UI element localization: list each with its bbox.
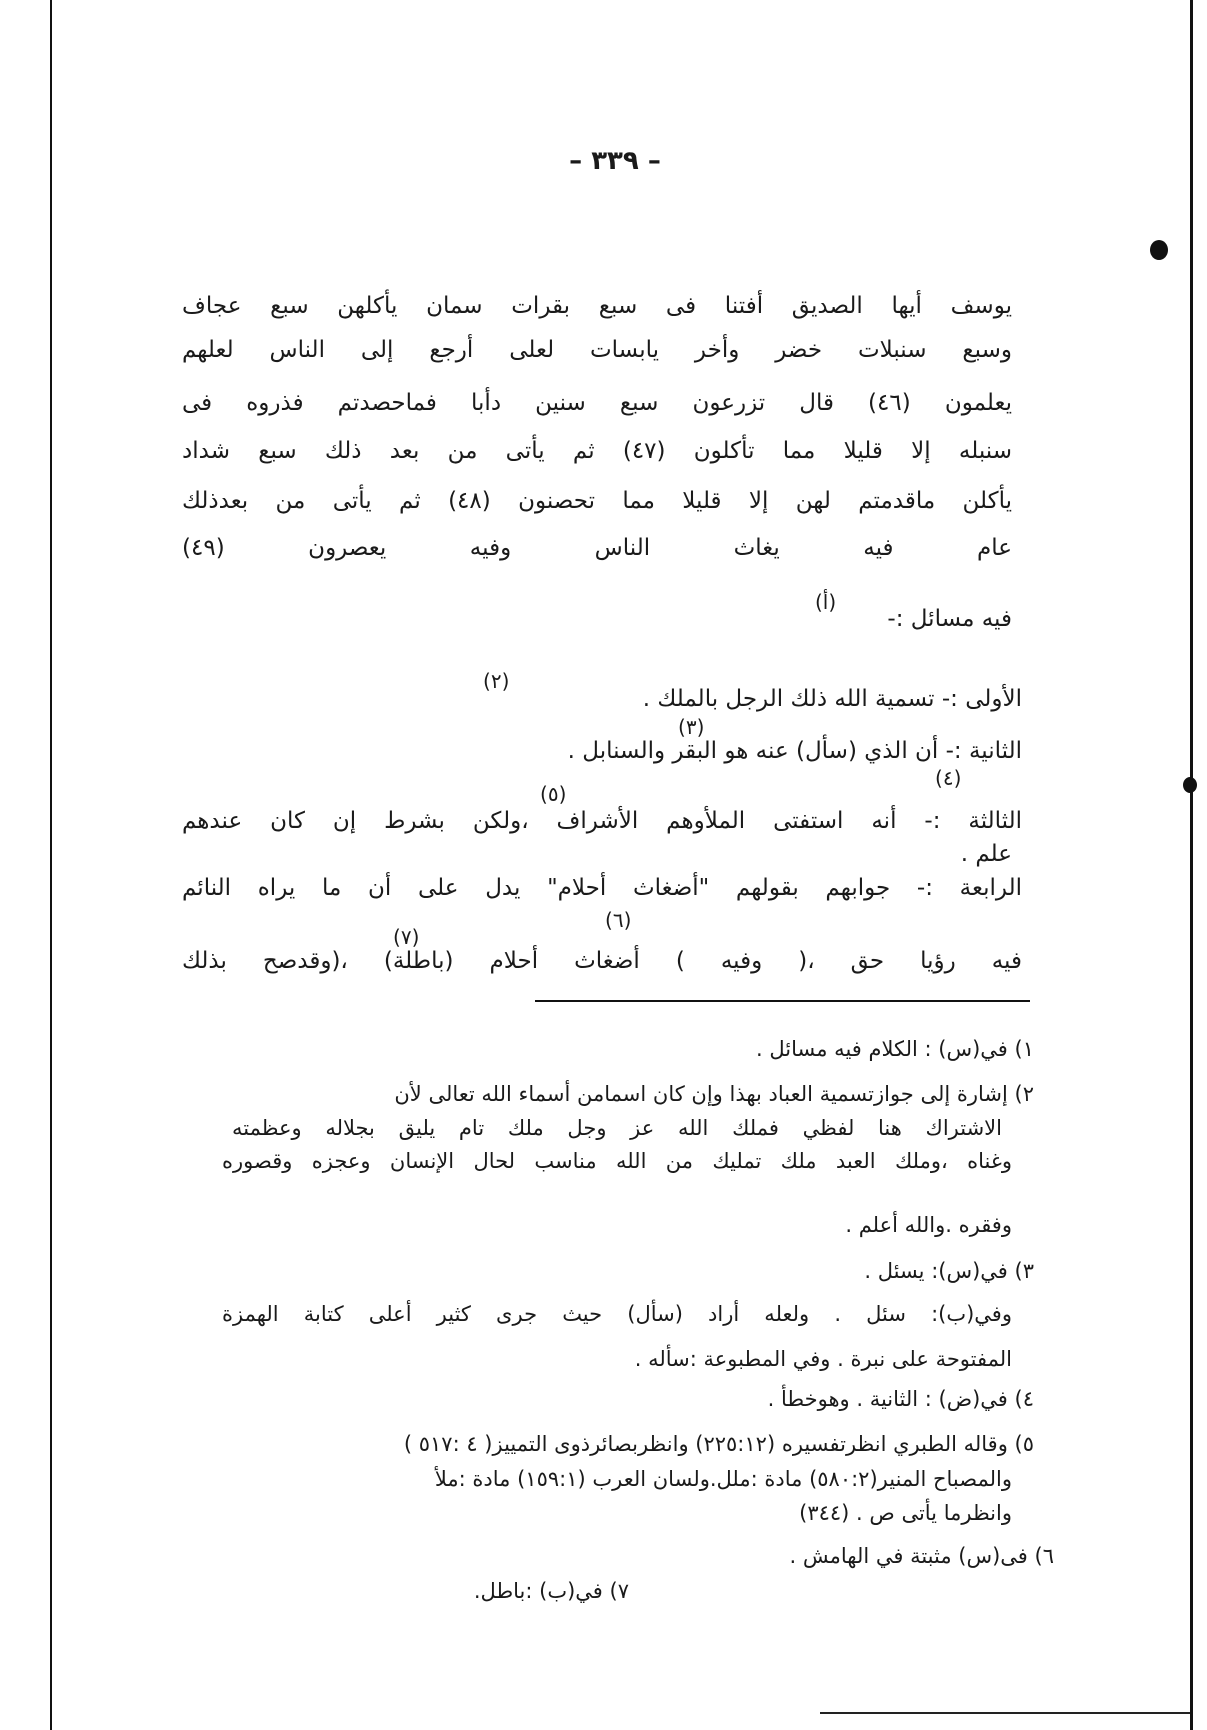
verse-line: وسبع سنبلات خضر وأخر يابسات لعلى أرجع إلى الناس لعلهم	[182, 337, 1012, 363]
footnote-mark: (٣)	[678, 715, 705, 739]
footnote-divider	[535, 1000, 1030, 1002]
verse-line: سنبله إلا قليلا مما تأكلون (٤٧) ثم يأتى من بعد ذلك سبع شداد	[182, 438, 1012, 464]
issue-fourth-cont: فيه رؤيا حق ،( وفيه ) أضغاث أحلام (باطلة) ،(وقدصح بذلك	[182, 948, 1022, 974]
issue-fourth: الرابعة :- جوابهم بقولهم "أضغاث أحلام" يدل على أن ما يراه النائم	[182, 875, 1022, 901]
footnote-5: ٥) وقاله الطبري انظرتفسيره (٢٢٥:١٢) وانظربصائرذوى التمييز( ٤ :٥١٧ )	[403, 1432, 1034, 1456]
footnote-2: ٢) إشارة إلى جوازتسمية العباد بهذا وإن كان اسمامن أسماء الله تعالى لأن	[394, 1082, 1034, 1106]
ink-speck	[1150, 240, 1168, 260]
issue-second: الثانية :- أن الذي (سأل) عنه هو البقر والسنابل .	[567, 738, 1022, 764]
verse-line: عام فيه يغاث الناس وفيه يعصرون (٤٩)	[182, 535, 1012, 561]
verse-line: يوسف أيها الصديق أفتنا فى سبع بقرات سمان يأكلهن سبع عجاف	[182, 293, 1012, 319]
footnote-3: ٣) في(س): يسئل .	[864, 1259, 1034, 1283]
footnote-5-cont: والمصباح المنير(٥٨٠:٢) مادة :ملل.ولسان العرب (١٥٩:١) مادة :ملأ	[434, 1467, 1012, 1491]
page-number: – ٣٣٩ –	[569, 146, 661, 176]
ink-speck	[1183, 777, 1197, 793]
footnote-2-cont: الاشتراك هنا لفظي فملك الله عز وجل ملك تام يليق بجلاله وعظمته	[232, 1116, 1002, 1140]
issue-third: الثالثة :- أنه استفتى الملأوهم الأشراف ،ولكن بشرط إن كان عندهم	[182, 808, 1022, 834]
footnote-2-cont: وغناه ،وملك العبد ملك تمليك من الله مناسب لحال الإنسان وعجزه وقصوره	[222, 1149, 1012, 1173]
issues-heading: فيه مسائل :-	[887, 606, 1012, 632]
footnote-2-cont: وفقره .والله أعلم .	[845, 1213, 1012, 1237]
verse-line: يأكلن ماقدمتم لهن إلا قليلا مما تحصنون (٤٨) ثم يأتى من بعدذلك	[182, 488, 1012, 514]
issue-first: الأولى :- تسمية الله ذلك الرجل بالملك .	[642, 686, 1022, 712]
issue-third-cont: علم .	[960, 841, 1012, 867]
footnote-mark: (٤)	[935, 766, 962, 790]
footnote-mark: (٧)	[393, 925, 420, 949]
scan-border-bottom	[820, 1712, 1190, 1714]
footnote-mark: (٦)	[605, 908, 632, 932]
footnote-6: ٦) فى(س) مثبتة في الهامش .	[789, 1544, 1054, 1568]
footnote-7: ٧) في(ب) :باطل.	[473, 1579, 629, 1603]
footnote-mark: (٥)	[540, 782, 567, 806]
footnote-3-cont: المفتوحة على نبرة . وفي المطبوعة :سأله .	[634, 1347, 1012, 1371]
footnote-5-cont: وانظرما يأتى ص . (٣٤٤)	[799, 1501, 1012, 1525]
scan-border-left	[50, 0, 52, 1730]
scan-border-right	[1190, 0, 1193, 1730]
footnote-mark: (٢)	[483, 669, 510, 693]
footnote-4: ٤) في(ض) : الثانية . وهوخطأ .	[767, 1387, 1034, 1411]
footnote-mark: (أ)	[815, 590, 837, 614]
footnote-3-cont: وفي(ب): سئل . ولعله أراد (سأل) حيث جرى كثير أعلى كتابة الهمزة	[222, 1302, 1012, 1326]
verse-line: يعلمون (٤٦) قال تزرعون سبع سنين دأبا فماحصدتم فذروه فى	[182, 390, 1012, 416]
footnote-1: ١) في(س) : الكلام فيه مسائل .	[756, 1037, 1034, 1061]
